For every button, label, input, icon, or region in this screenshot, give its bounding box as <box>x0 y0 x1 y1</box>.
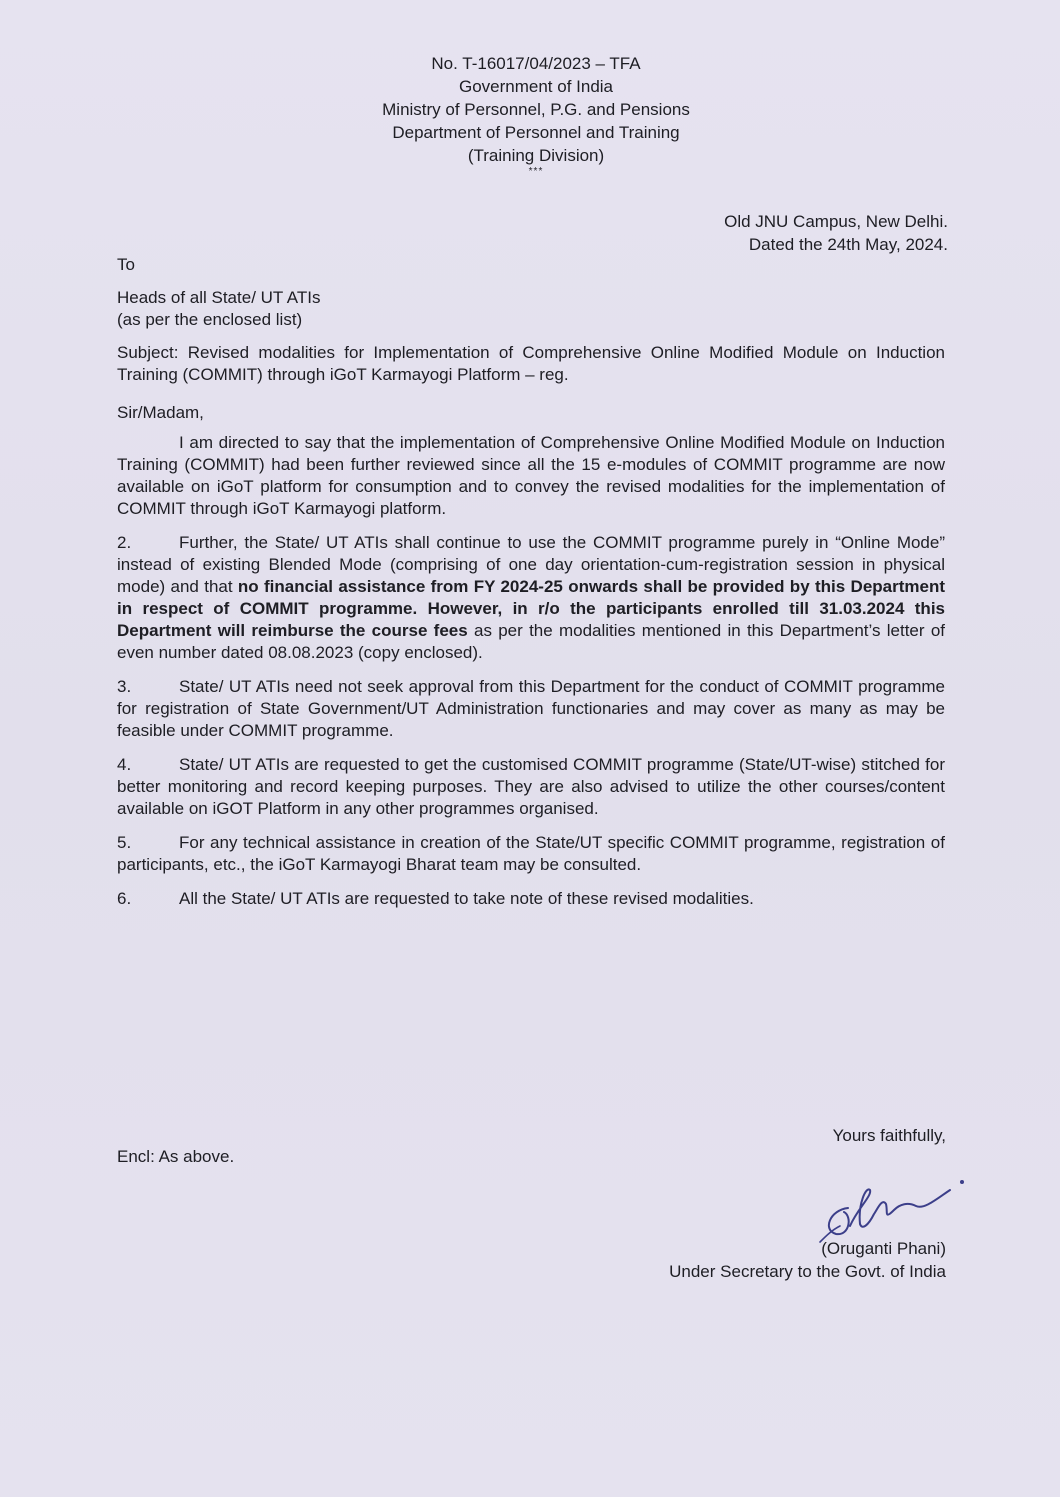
paragraph-2-number: 2. <box>117 533 132 552</box>
ministry-name: Ministry of Personnel, P.G. and Pensions <box>382 100 690 119</box>
letter-body <box>117 342 945 922</box>
header-stars: *** <box>528 166 544 177</box>
paragraph-6-text: All the State/ UT ATIs are requested to take note of these revised modalities. <box>179 889 754 908</box>
addressee-line-1: Heads of all State/ UT ATIs <box>117 288 321 307</box>
to-label: To <box>117 255 135 274</box>
subject-line: Subject: Revised modalities for Implementation of Comprehensive Online Modified Module on Induction Training (COMMIT) through iGoT Karmayogi Platform – reg. <box>117 343 945 384</box>
paragraph-5-number: 5. <box>117 833 132 852</box>
division-name: (Training Division) <box>467 146 605 165</box>
handwritten-signature <box>800 1168 970 1248</box>
government-name: Government of India <box>458 77 614 96</box>
paragraph-5 <box>117 832 945 876</box>
letter-date: Dated the 24th May, 2024. <box>748 235 948 254</box>
signatory-designation: Under Secretary to the Govt. of India <box>669 1262 946 1281</box>
paragraph-4-text: State/ UT ATIs are requested to get the customised COMMIT programme (State/UT-wise) stitched for better monitoring and record keeping purposes. They are also advised to utilize the other courses/content available on iGOT Platform in any other programmes organised. <box>117 755 945 818</box>
signatory-block <box>669 1237 946 1283</box>
file-number: No. T-16017/04/2023 – TFA <box>431 54 641 73</box>
paragraph-4-number: 4. <box>117 755 132 774</box>
place-location: Old JNU Campus, New Delhi. <box>724 212 948 231</box>
paragraph-5-text: For any technical assistance in creation of the State/UT specific COMMIT programme, registration of participants, etc., the iGoT Karmayogi Bharat team may be consulted. <box>117 833 945 874</box>
letter-header <box>0 52 1060 177</box>
department-name: Department of Personnel and Training <box>392 123 680 142</box>
paragraph-2-text-a: Further, the State/ UT ATIs shall continue to use the COMMIT programme purely in “Online Mode” instead of existing Blended Mode (comprising of one day orientation-cum-registration session in physical mode) and that <box>117 533 945 596</box>
place-and-date <box>724 210 948 256</box>
paragraph-3-number: 3. <box>117 677 132 696</box>
paragraph-6-number: 6. <box>117 889 132 908</box>
enclosure-note: Encl: As above. <box>117 1147 235 1166</box>
signatory-name: (Oruganti Phani) <box>821 1239 946 1258</box>
paragraph-2-text-b: as per the modalities mentioned in this Department’s letter of even number dated 08.08.2023 (copy enclosed). <box>117 621 945 662</box>
paragraph-3 <box>117 676 945 742</box>
paragraph-2-bold-text: no financial assistance from FY 2024-25 onwards shall be provided by this Department in respect of COMMIT programme. However, in r/o the participants enrolled till 31.03.2024 this Department will reimburse the course fees <box>117 577 946 640</box>
paragraph-2 <box>117 532 945 664</box>
paragraph-1: I am directed to say that the implementation of Comprehensive Online Modified Module on Induction Training (COMMIT) had been further reviewed since all the 15 e-modules of COMMIT programme are now available on iGoT platform for consumption and to convey the revised modalities for the implementation of COMMIT through iGoT Karmayogi platform. <box>117 433 945 518</box>
closing-phrase: Yours faithfully, <box>832 1126 946 1145</box>
addressee-line-2: (as per the enclosed list) <box>117 310 303 329</box>
paragraph-3-text: State/ UT ATIs need not seek approval from this Department for the conduct of COMMIT programme for registration of State Government/UT Administration functionaries and may cover as many as may be feasible under COMMIT programme. <box>117 677 945 740</box>
paragraph-6 <box>117 888 945 910</box>
salutation: Sir/Madam, <box>117 403 204 422</box>
paragraph-4 <box>117 754 945 820</box>
addressee <box>117 287 320 331</box>
